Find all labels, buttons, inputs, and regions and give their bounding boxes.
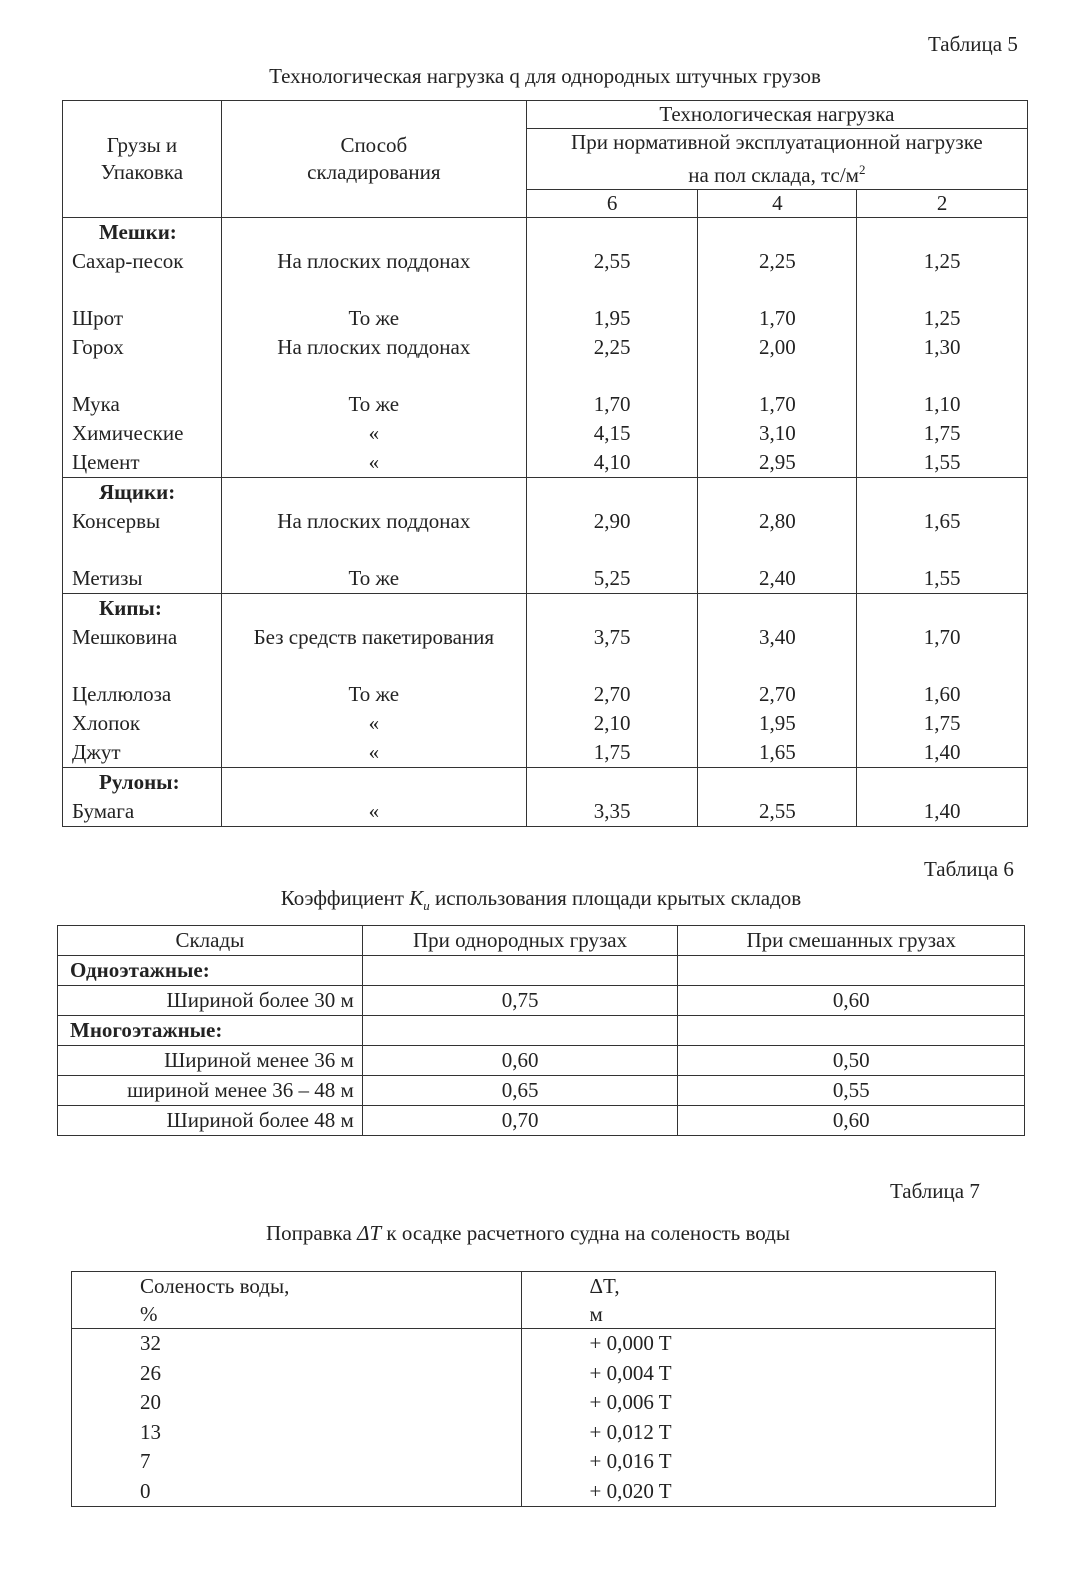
table7-row <box>72 1388 996 1418</box>
table6-title: Коэффициент $K_и$ использования площади крытых складов <box>280 886 802 914</box>
table5-cargo-cell <box>63 478 222 594</box>
load-value: 1,30 <box>923 335 961 359</box>
load-value: 5,25 <box>593 566 631 590</box>
load-value: 2,40 <box>758 566 796 590</box>
cargo-name: Джут <box>72 740 121 764</box>
table5-method-cell <box>221 768 526 827</box>
load-value: 1,25 <box>923 249 961 273</box>
mixed-value: 0,55 <box>678 1076 1025 1106</box>
warehouse-name: Шириной более 30 м <box>58 986 363 1016</box>
load-value: 1,60 <box>923 682 961 706</box>
load-value: 1,40 <box>923 799 961 823</box>
table5-col-6: 6 <box>526 190 698 218</box>
table7-header-delta: ΔT, м <box>521 1272 995 1329</box>
table7-row <box>72 1359 996 1389</box>
storage-method: « <box>368 740 380 764</box>
cargo-name: Целлюлоза <box>72 682 172 706</box>
salinity-value: 0 <box>72 1477 522 1507</box>
cargo-name: Метизы <box>72 566 143 590</box>
load-value: 1,70 <box>758 392 796 416</box>
delta-value: + 0,004 T <box>521 1359 995 1389</box>
load-value: 1,95 <box>758 711 796 735</box>
load-value: 3,10 <box>758 421 796 445</box>
table5-title: Технологическая нагрузка q для однородных штучных грузов <box>269 64 821 88</box>
mixed-value: 0,60 <box>678 1106 1025 1136</box>
cargo-name: Цемент <box>72 450 140 474</box>
table5-col-2: 2 <box>857 190 1028 218</box>
table7-row <box>72 1447 996 1477</box>
uniform-value: 0,60 <box>362 1046 678 1076</box>
table6-row <box>58 956 1025 986</box>
delta-value: + 0,006 T <box>521 1388 995 1418</box>
table5-load6-cell <box>526 594 698 768</box>
storage-method: « <box>368 799 380 823</box>
table5-group-row <box>63 478 1028 594</box>
table5-method-cell <box>221 594 526 768</box>
load-value: 2,70 <box>593 682 631 706</box>
table6-row <box>58 1106 1025 1136</box>
table5-cargo-cell <box>63 218 222 478</box>
mixed-value: 0,50 <box>678 1046 1025 1076</box>
load-value: 2,95 <box>758 450 796 474</box>
warehouse-name: Шириной менее 36 м <box>58 1046 363 1076</box>
load-value: 1,55 <box>923 566 961 590</box>
load-value: 1,95 <box>593 306 631 330</box>
table7-header-salinity: Соленость воды, % <box>72 1272 522 1329</box>
load-value: 2,00 <box>758 335 796 359</box>
table5-group-row <box>63 768 1028 827</box>
table5-header-method: Способ складирования <box>221 101 526 218</box>
storage-method: То же <box>348 566 400 590</box>
table7-label: Таблица 7 <box>890 1179 980 1203</box>
delta-value: + 0,000 T <box>521 1329 995 1359</box>
table7-row <box>72 1329 996 1359</box>
uniform-value: 0,75 <box>362 986 678 1016</box>
load-value: 2,10 <box>593 711 631 735</box>
table7-row <box>72 1477 996 1507</box>
mixed-value: 0,60 <box>678 986 1025 1016</box>
delta-value: + 0,020 T <box>521 1477 995 1507</box>
table5-header-load: Технологическая нагрузка <box>526 101 1027 129</box>
load-value: 4,15 <box>593 421 631 445</box>
load-value: 1,40 <box>923 740 961 764</box>
table7-title: Поправка ΔT к осадке расчетного судна на соленость воды <box>266 1221 790 1245</box>
storage-method: То же <box>348 682 400 706</box>
cargo-name: Химические <box>72 421 184 445</box>
load-value: 1,75 <box>593 740 631 764</box>
storage-method: Без средств пакетирования <box>253 625 495 649</box>
load-value: 1,10 <box>923 392 961 416</box>
table5-method-cell <box>221 218 526 478</box>
load-value: 1,75 <box>923 711 961 735</box>
table5-cargo-cell <box>63 768 222 827</box>
storage-method: « <box>368 421 380 445</box>
warehouse-name: Шириной более 48 м <box>58 1106 363 1136</box>
table5 <box>62 100 1028 827</box>
salinity-value: 20 <box>72 1388 522 1418</box>
table5-label: Таблица 5 <box>928 32 1018 56</box>
table6-header-mixed: При смешанных грузах <box>678 926 1025 956</box>
table6-header-uniform: При однородных грузах <box>362 926 678 956</box>
storage-method: То же <box>348 306 400 330</box>
table7 <box>71 1271 996 1507</box>
table5-col-4: 4 <box>698 190 857 218</box>
load-value: 3,75 <box>593 625 631 649</box>
load-value: 1,65 <box>923 509 961 533</box>
storage-method: На плоских поддонах <box>277 335 471 359</box>
load-value: 2,80 <box>758 509 796 533</box>
table5-body <box>63 218 1028 827</box>
delta-value: + 0,012 T <box>521 1418 995 1448</box>
storage-method: На плоских поддонах <box>277 509 471 533</box>
group-title: Ящики: <box>99 480 176 504</box>
cargo-name: Мешковина <box>72 625 178 649</box>
load-value: 1,70 <box>593 392 631 416</box>
table6-header-warehouses: Склады <box>58 926 363 956</box>
table5-load2-cell <box>857 594 1028 768</box>
table7-row <box>72 1418 996 1448</box>
load-value: 2,70 <box>758 682 796 706</box>
load-value: 1,70 <box>923 625 961 649</box>
group-label: Одноэтажные: <box>58 956 363 986</box>
cargo-name: Горох <box>72 335 124 359</box>
load-value: 4,10 <box>593 450 631 474</box>
salinity-value: 26 <box>72 1359 522 1389</box>
load-value: 3,35 <box>593 799 631 823</box>
table5-load2-cell <box>857 478 1028 594</box>
table6-row <box>58 986 1025 1016</box>
table6-row <box>58 1046 1025 1076</box>
table6-row <box>58 1016 1025 1046</box>
delta-value: + 0,016 T <box>521 1447 995 1477</box>
load-value: 1,75 <box>923 421 961 445</box>
table5-load2-cell <box>857 218 1028 478</box>
load-value: 1,55 <box>923 450 961 474</box>
table5-header-load-sub: При нормативной эксплуатационной нагрузке на пол склада, $тс/м^2$ <box>526 129 1027 190</box>
warehouse-name: шириной менее 36 – 48 м <box>58 1076 363 1106</box>
table5-group-row <box>63 594 1028 768</box>
salinity-value: 32 <box>72 1329 522 1359</box>
table5-load4-cell <box>698 478 857 594</box>
load-value: 1,65 <box>758 740 796 764</box>
table6-row <box>58 1076 1025 1106</box>
uniform-value: 0,70 <box>362 1106 678 1136</box>
cargo-name: Хлопок <box>72 711 141 735</box>
load-value: 2,25 <box>593 335 631 359</box>
salinity-value: 7 <box>72 1447 522 1477</box>
table5-header-cargo: Грузы и Упаковка <box>63 101 222 218</box>
table5-load4-cell <box>698 594 857 768</box>
table5-load6-cell <box>526 768 698 827</box>
table5-cargo-cell <box>63 594 222 768</box>
table5-load4-cell <box>698 218 857 478</box>
storage-method: « <box>368 711 380 735</box>
table5-load6-cell <box>526 218 698 478</box>
table6 <box>57 925 1025 1136</box>
cargo-name: Бумага <box>72 799 135 823</box>
table5-method-cell <box>221 478 526 594</box>
group-title: Мешки: <box>99 220 177 244</box>
storage-method: На плоских поддонах <box>277 249 471 273</box>
load-value: 2,55 <box>758 799 796 823</box>
table5-load6-cell <box>526 478 698 594</box>
load-value: 2,25 <box>758 249 796 273</box>
load-value: 2,55 <box>593 249 631 273</box>
load-value: 1,70 <box>758 306 796 330</box>
storage-method: « <box>368 450 380 474</box>
group-title: Рулоны: <box>99 770 180 794</box>
table5-load4-cell <box>698 768 857 827</box>
load-value: 3,40 <box>758 625 796 649</box>
cargo-name: Шрот <box>72 306 124 330</box>
salinity-value: 13 <box>72 1418 522 1448</box>
load-value: 1,25 <box>923 306 961 330</box>
storage-method: То же <box>348 392 400 416</box>
cargo-name: Мука <box>72 392 120 416</box>
load-value: 2,90 <box>593 509 631 533</box>
group-title: Кипы: <box>99 596 162 620</box>
table6-label: Таблица 6 <box>924 857 1014 881</box>
group-label: Многоэтажные: <box>58 1016 363 1046</box>
table5-load2-cell <box>857 768 1028 827</box>
cargo-name: Консервы <box>72 509 161 533</box>
cargo-name: Сахар-песок <box>72 249 184 273</box>
table5-group-row <box>63 218 1028 478</box>
uniform-value: 0,65 <box>362 1076 678 1106</box>
